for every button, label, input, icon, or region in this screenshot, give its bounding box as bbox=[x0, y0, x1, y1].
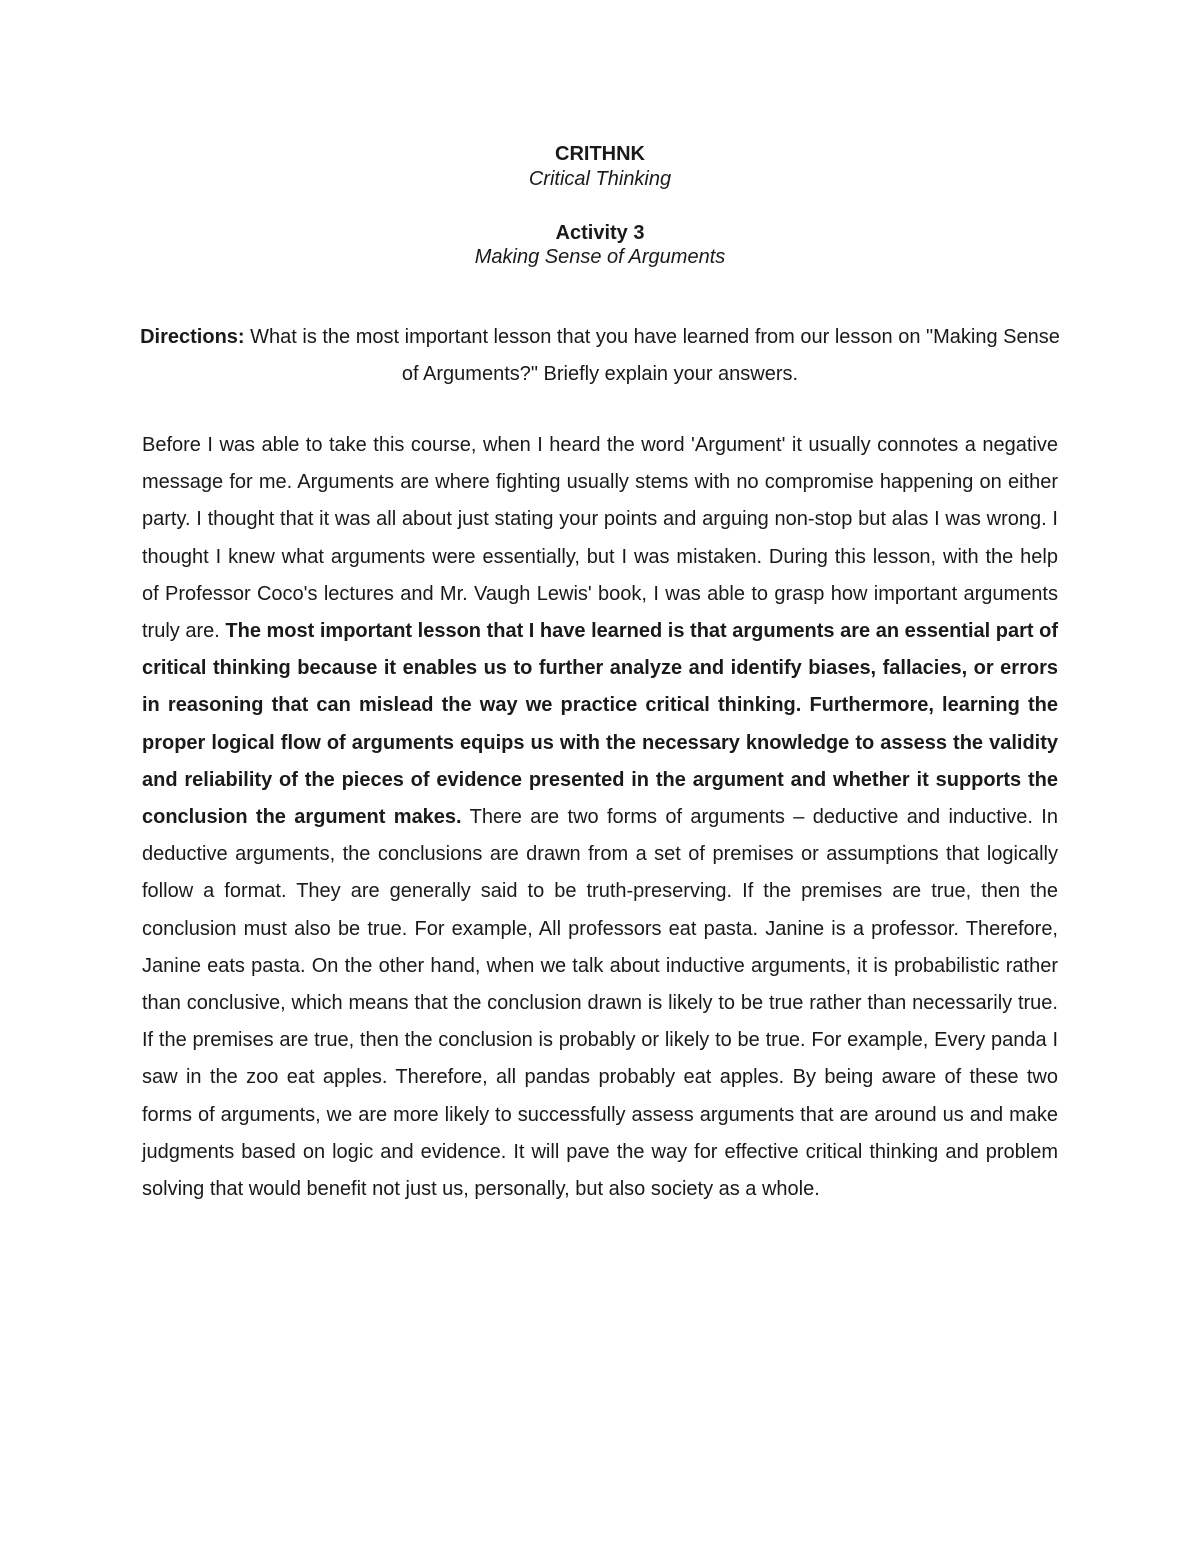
answer-intro: Before I was able to take this course, when I heard the word 'Argument' it usually connotes a negative message for me. Arguments are where fighting usually stems with no compromise happening on either party. I thought that it was all about just stating your points and arguing non-stop but alas I was wrong. I thought I knew what arguments were essentially, but I was mistaken. During this lesson, with the help of Professor Coco's lectures and Mr. Vaugh Lewis' book, I was able to grasp how important arguments truly are. bbox=[142, 434, 1058, 643]
activity-title: Making Sense of Arguments bbox=[474, 246, 726, 268]
course-code: CRITHNK bbox=[555, 143, 645, 165]
answer-emphasis: The most important lesson that I have learned is that arguments are an essential part of critical thinking because it enables us to further analyze and identify biases, fallacies, or errors in reasoning that can mislead the way we practice critical thinking. Furthermore, learning the proper logical flow of arguments equips us with the necessary knowledge to assess the validity and reliability of the pieces of evidence presented in the argument and whether it supports the conclusion the argument makes. bbox=[142, 620, 1059, 829]
course-name: Critical Thinking bbox=[528, 168, 672, 190]
directions-text: What is the most important lesson that you have learned from our lesson on "Making Sense of Arguments?" Briefly explain your answers. bbox=[244, 326, 1060, 385]
activity-label: Activity 3 bbox=[555, 222, 645, 244]
directions-paragraph bbox=[140, 319, 1060, 393]
answer-body: There are two forms of arguments – deductive and inductive. In deductive arguments, the conclusions are drawn from a set of premises or assumptions that logically follow a format. They are generally said to be truth-preserving. If the premises are true, then the conclusion must also be true. For example, All professors eat pasta. Janine is a professor. Therefore, Janine eats pasta. On the other hand, when we talk about inductive arguments, it is probabilistic rather than conclusive, which means that the conclusion drawn is likely to be true rather than necessarily true. If the premises are true, then the conclusion is probably or likely to be true. For example, Every panda I saw in the zoo eat apples. Therefore, all pandas probably eat apples. By being aware of these two forms of arguments, we are more likely to successfully assess arguments that are around us and make judgments based on logic and evidence. It will pave the way for effective critical thinking and problem solving that would benefit not just us, personally, but also society as a whole. bbox=[142, 806, 1058, 1201]
answer-paragraph bbox=[142, 427, 1058, 1208]
directions-lead: Directions: bbox=[140, 326, 245, 348]
